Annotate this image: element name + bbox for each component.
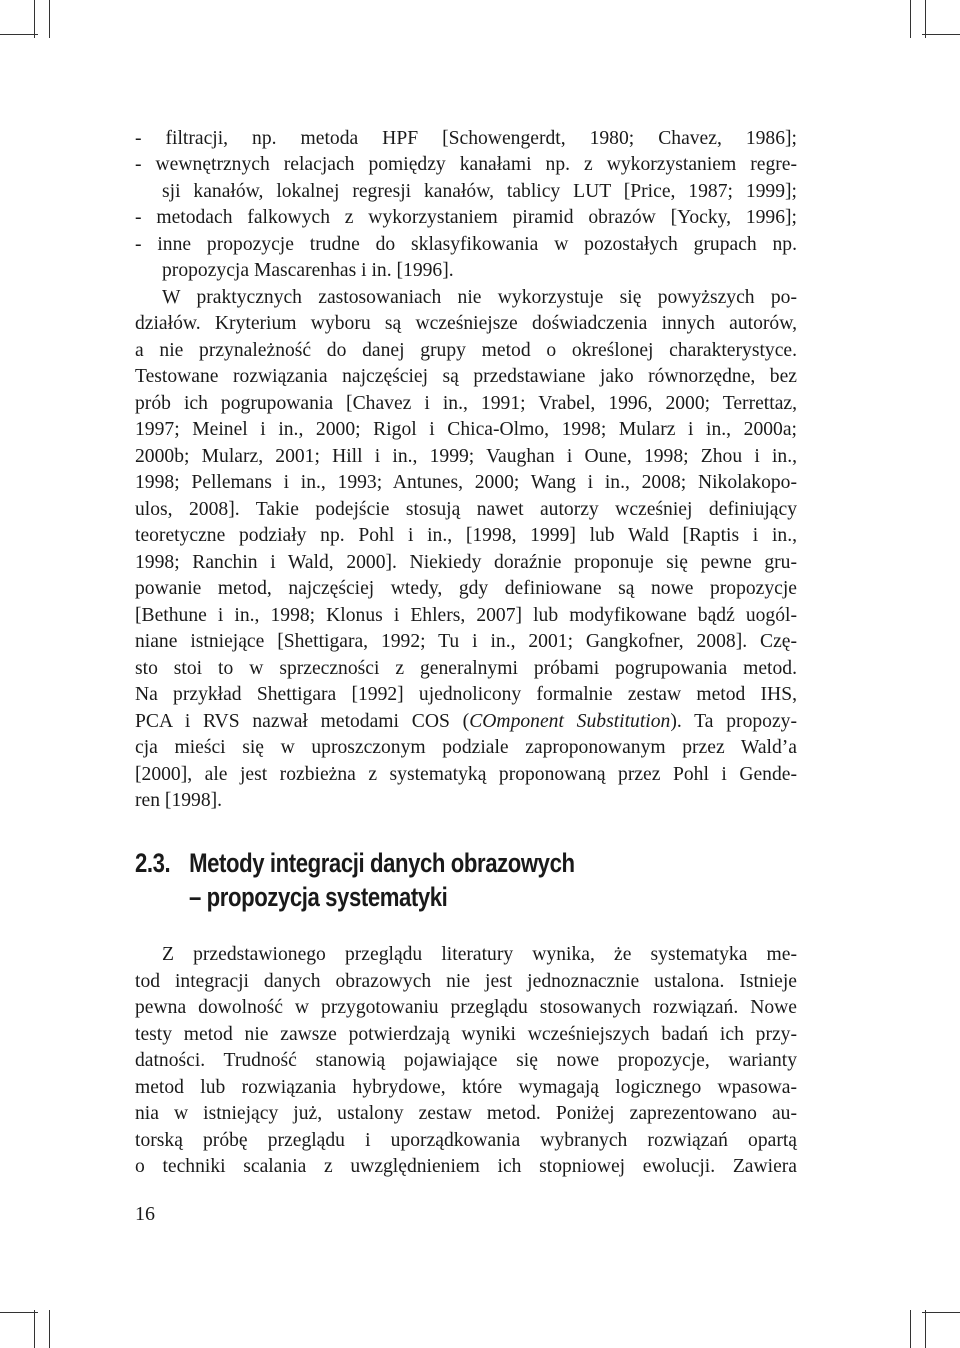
page-number: 16 bbox=[135, 1203, 155, 1225]
text-segment: PCA i RVS nazwał metodami COS ( bbox=[135, 711, 470, 732]
paragraph-line: torską próbę przeglądu i uporządkowania wybranych rozwiązań opartą bbox=[135, 1130, 797, 1151]
paragraph-line: datności. Trudność stanowią pojawiające się nowe propozycje, warianty bbox=[135, 1050, 797, 1071]
paragraph-line: Z przedstawionego przeglądu literatury wynika, że systematyka me- bbox=[162, 944, 797, 965]
crop-mark bbox=[49, 1310, 50, 1348]
list-item: - metodach falkowych z wykorzystaniem piramid obrazów [Yocky, 1996]; bbox=[135, 207, 797, 228]
section-heading-line2: – propozycja systematyki bbox=[189, 882, 448, 912]
paragraph-line: 2000b; Mularz, 2001; Hill i in., 1999; Vaughan i Oune, 1998; Zhou i in., bbox=[135, 446, 797, 467]
section-title: Metody integracji danych obrazowych bbox=[189, 848, 575, 878]
crop-mark bbox=[925, 1310, 926, 1348]
crop-mark bbox=[0, 1312, 38, 1313]
paragraph-line: powanie metod, najczęściej wtedy, gdy definiowane są nowe propozycje bbox=[135, 578, 797, 599]
crop-mark bbox=[922, 34, 960, 35]
list-item-continuation: sji kanałów, lokalnej regresji kanałów, tablicy LUT [Price, 1987; 1999]; bbox=[162, 181, 797, 202]
crop-mark bbox=[922, 1312, 960, 1313]
crop-mark bbox=[910, 0, 911, 38]
paragraph-line: Na przykład Shettigara [1992] ujednolicony formalnie zestaw metod IHS, bbox=[135, 684, 797, 705]
paragraph-line: 1998; Pellemans i in., 1993; Antunes, 2000; Wang i in., 2008; Nikolakopo- bbox=[135, 472, 797, 493]
crop-mark bbox=[925, 0, 926, 38]
paragraph-line: [2000], ale jest rozbieżna z systematyką proponowaną przez Pohl i Gende- bbox=[135, 764, 797, 785]
crop-mark bbox=[0, 34, 38, 35]
paragraph-line: Testowane rozwiązania najczęściej są przedstawiane jako równorzędne, bez bbox=[135, 366, 797, 387]
crop-mark bbox=[49, 0, 50, 38]
paragraph-line: cja mieści się w uproszczonym podziale zaproponowanym przez Wald’a bbox=[135, 737, 797, 758]
paragraph-line: niane istniejące [Shettigara, 1992; Tu i in., 2001; Gangkofner, 2008]. Czę- bbox=[135, 631, 797, 652]
paragraph-line: sto stoi to w sprzeczności z generalnymi próbami pogrupowania metod. bbox=[135, 658, 797, 679]
italic-term: COmponent Substitution bbox=[469, 711, 671, 732]
paragraph-line: o techniki scalania z uwzględnieniem ich stopniowej ewolucji. Zawiera bbox=[135, 1156, 797, 1177]
list-item: - filtracji, np. metoda HPF [Schowengerdt, 1980; Chavez, 1986]; bbox=[135, 128, 797, 149]
paragraph-line: W praktycznych zastosowaniach nie wykorzystuje się powyższych po- bbox=[162, 287, 797, 308]
section-number: 2.3. bbox=[135, 848, 171, 878]
paragraph-line: 1997; Meinel i in., 2000; Rigol i Chica-Olmo, 1998; Mularz i in., 2000a; bbox=[135, 419, 797, 440]
paragraph-line: testy metod nie zawsze potwierdzają wyniki wcześniejszych badań ich przy- bbox=[135, 1024, 797, 1045]
paragraph-line: pewna dowolność w przygotowaniu przeglądu stosowanych rozwiązań. Nowe bbox=[135, 997, 797, 1018]
paragraph-line: 1998; Ranchin i Wald, 2000]. Niekiedy doraźnie proponuje się pewne gru- bbox=[135, 552, 797, 573]
paragraph-line: tod integracji danych obrazowych nie jest jednoznacznie ustalona. Istnieje bbox=[135, 971, 797, 992]
paragraph-line: metod lub rozwiązania hybrydowe, które wymagają logicznego wpasowa- bbox=[135, 1077, 797, 1098]
crop-mark bbox=[910, 1310, 911, 1348]
paragraph-line: ulos, 2008]. Takie podejście stosują nawet autorzy wcześniej definiujący bbox=[135, 499, 797, 520]
crop-mark bbox=[34, 0, 35, 38]
paragraph-line: nia w istniejący już, ustalony zestaw metod. Poniżej zaprezentowano au- bbox=[135, 1103, 797, 1124]
section-heading bbox=[135, 846, 575, 880]
crop-mark bbox=[34, 1310, 35, 1348]
text-segment: ). Ta propozy- bbox=[670, 711, 797, 732]
paragraph-line: prób ich pogrupowania [Chavez i in., 1991; Vrabel, 1996, 2000; Terrettaz, bbox=[135, 393, 797, 414]
list-item: - wewnętrznych relacjach pomiędzy kanałami np. z wykorzystaniem regre- bbox=[135, 154, 797, 175]
paragraph-line: działów. Kryterium wyboru są wcześniejsze doświadczenia innych autorów, bbox=[135, 313, 797, 334]
paragraph-line: a nie przynależność do danej grupy metod o określonej charakterystyce. bbox=[135, 340, 797, 361]
list-item: - inne propozycje trudne do sklasyfikowania w pozostałych grupach np. bbox=[135, 234, 797, 255]
paragraph-line: [Bethune i in., 1998; Klonus i Ehlers, 2007] lub modyfikowane bądź uogól- bbox=[135, 605, 797, 626]
list-item-continuation: propozycja Mascarenhas i in. [1996]. bbox=[162, 260, 454, 281]
paragraph-line: ren [1998]. bbox=[135, 790, 223, 811]
paragraph-line bbox=[135, 709, 797, 736]
paragraph-line: teoretyczne podziały np. Pohl i in., [1998, 1999] lub Wald [Raptis i in., bbox=[135, 525, 797, 546]
